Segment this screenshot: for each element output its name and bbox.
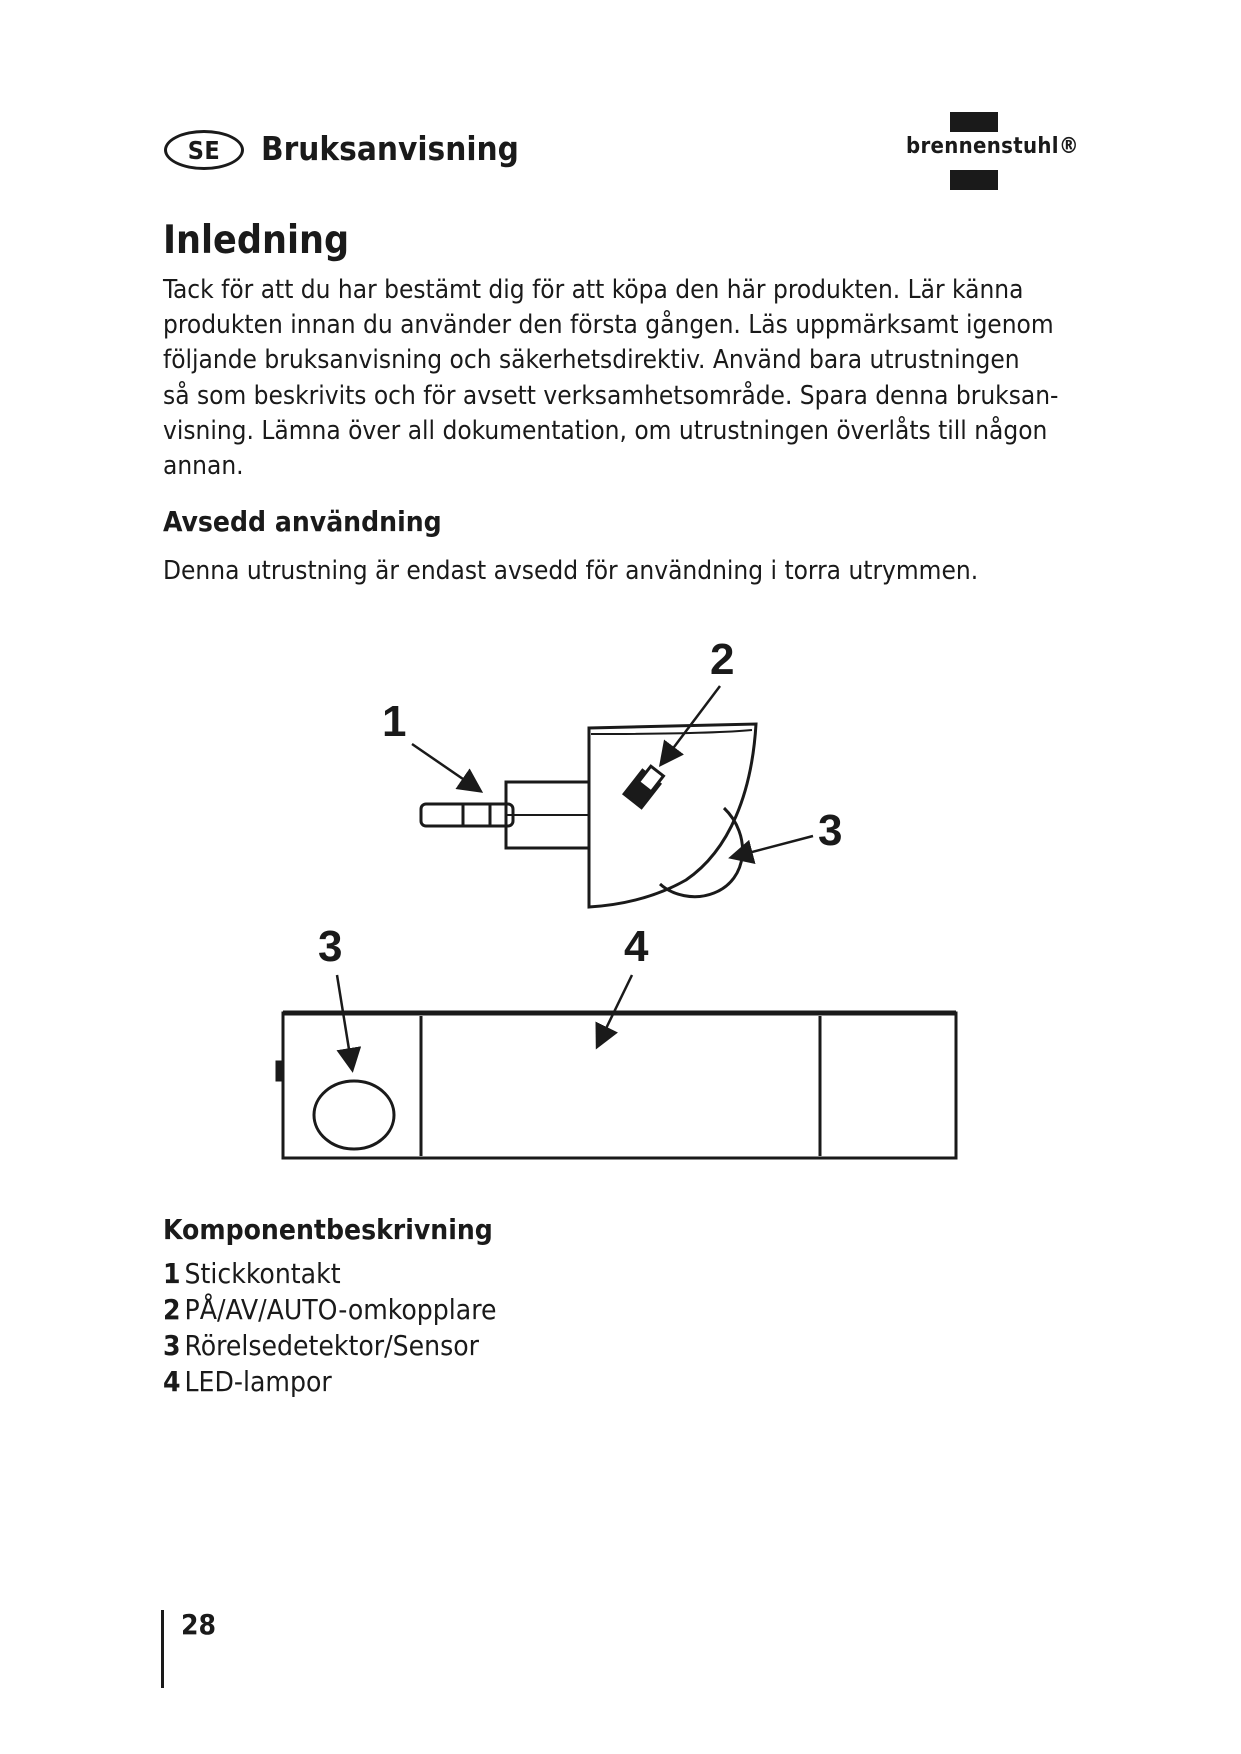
intro-paragraph: Tack för att du har bestämt dig för att köpa den här produkten. Lär känna produkten innan du använder den första gången. Läs uppmärksamt igenom följande bruksanvisning och säkerhetsdirektiv. Använd bara utrustningen så som beskrivits och för avsett verksamhetsområde. Spara denna bruksan- visning. Lämna över all dokumentation, om utrustningen överlåts till någon annan. bbox=[163, 275, 1059, 482]
component-number: 3 bbox=[163, 1329, 181, 1362]
component-label: Rörelsedetektor/Sensor bbox=[184, 1329, 479, 1362]
list-item bbox=[163, 1364, 496, 1400]
arrow-plug bbox=[412, 744, 479, 790]
component-number: 2 bbox=[163, 1293, 181, 1326]
list-item bbox=[163, 1256, 496, 1292]
arrow-sensor-top bbox=[733, 836, 813, 857]
component-number: 4 bbox=[163, 1365, 181, 1398]
document-type-title: Bruksanvisning bbox=[261, 129, 519, 168]
intro-heading: Inledning bbox=[163, 218, 350, 263]
component-label: PÅ/AV/AUTO-omkopplare bbox=[184, 1293, 497, 1326]
callout-switch: 2 bbox=[710, 635, 735, 684]
callout-sensor-top: 3 bbox=[818, 806, 843, 855]
brand-name: brennenstuhl® bbox=[906, 134, 1079, 159]
callout-leds: 4 bbox=[624, 922, 649, 971]
list-item bbox=[163, 1328, 496, 1364]
front-side-tab bbox=[277, 1062, 283, 1080]
plug-prong bbox=[421, 804, 513, 826]
intended-use-heading: Avsedd användning bbox=[163, 505, 442, 538]
page-number: 28 bbox=[181, 1608, 217, 1641]
components-heading: Komponentbeskrivning bbox=[163, 1213, 493, 1246]
component-list bbox=[163, 1256, 496, 1400]
arrow-sensor-front bbox=[337, 975, 352, 1068]
intended-use-text: Denna utrustning är endast avsedd för användning i torra utrymmen. bbox=[163, 556, 979, 586]
motion-sensor-lens bbox=[314, 1081, 394, 1149]
list-item bbox=[163, 1292, 496, 1328]
language-code: SE bbox=[187, 135, 221, 165]
callout-sensor-front: 3 bbox=[318, 922, 343, 971]
component-label: Stickkontakt bbox=[184, 1257, 341, 1290]
sensor-dome bbox=[660, 808, 743, 897]
night-light-side-view bbox=[421, 724, 756, 907]
component-number: 1 bbox=[163, 1257, 181, 1290]
callout-plug: 1 bbox=[382, 697, 407, 746]
housing-top-edge bbox=[591, 730, 752, 734]
component-label: LED-lampor bbox=[184, 1365, 332, 1398]
night-light-front-view bbox=[277, 1013, 956, 1158]
page-number-rule bbox=[161, 1610, 164, 1688]
arrow-leds bbox=[598, 975, 632, 1045]
